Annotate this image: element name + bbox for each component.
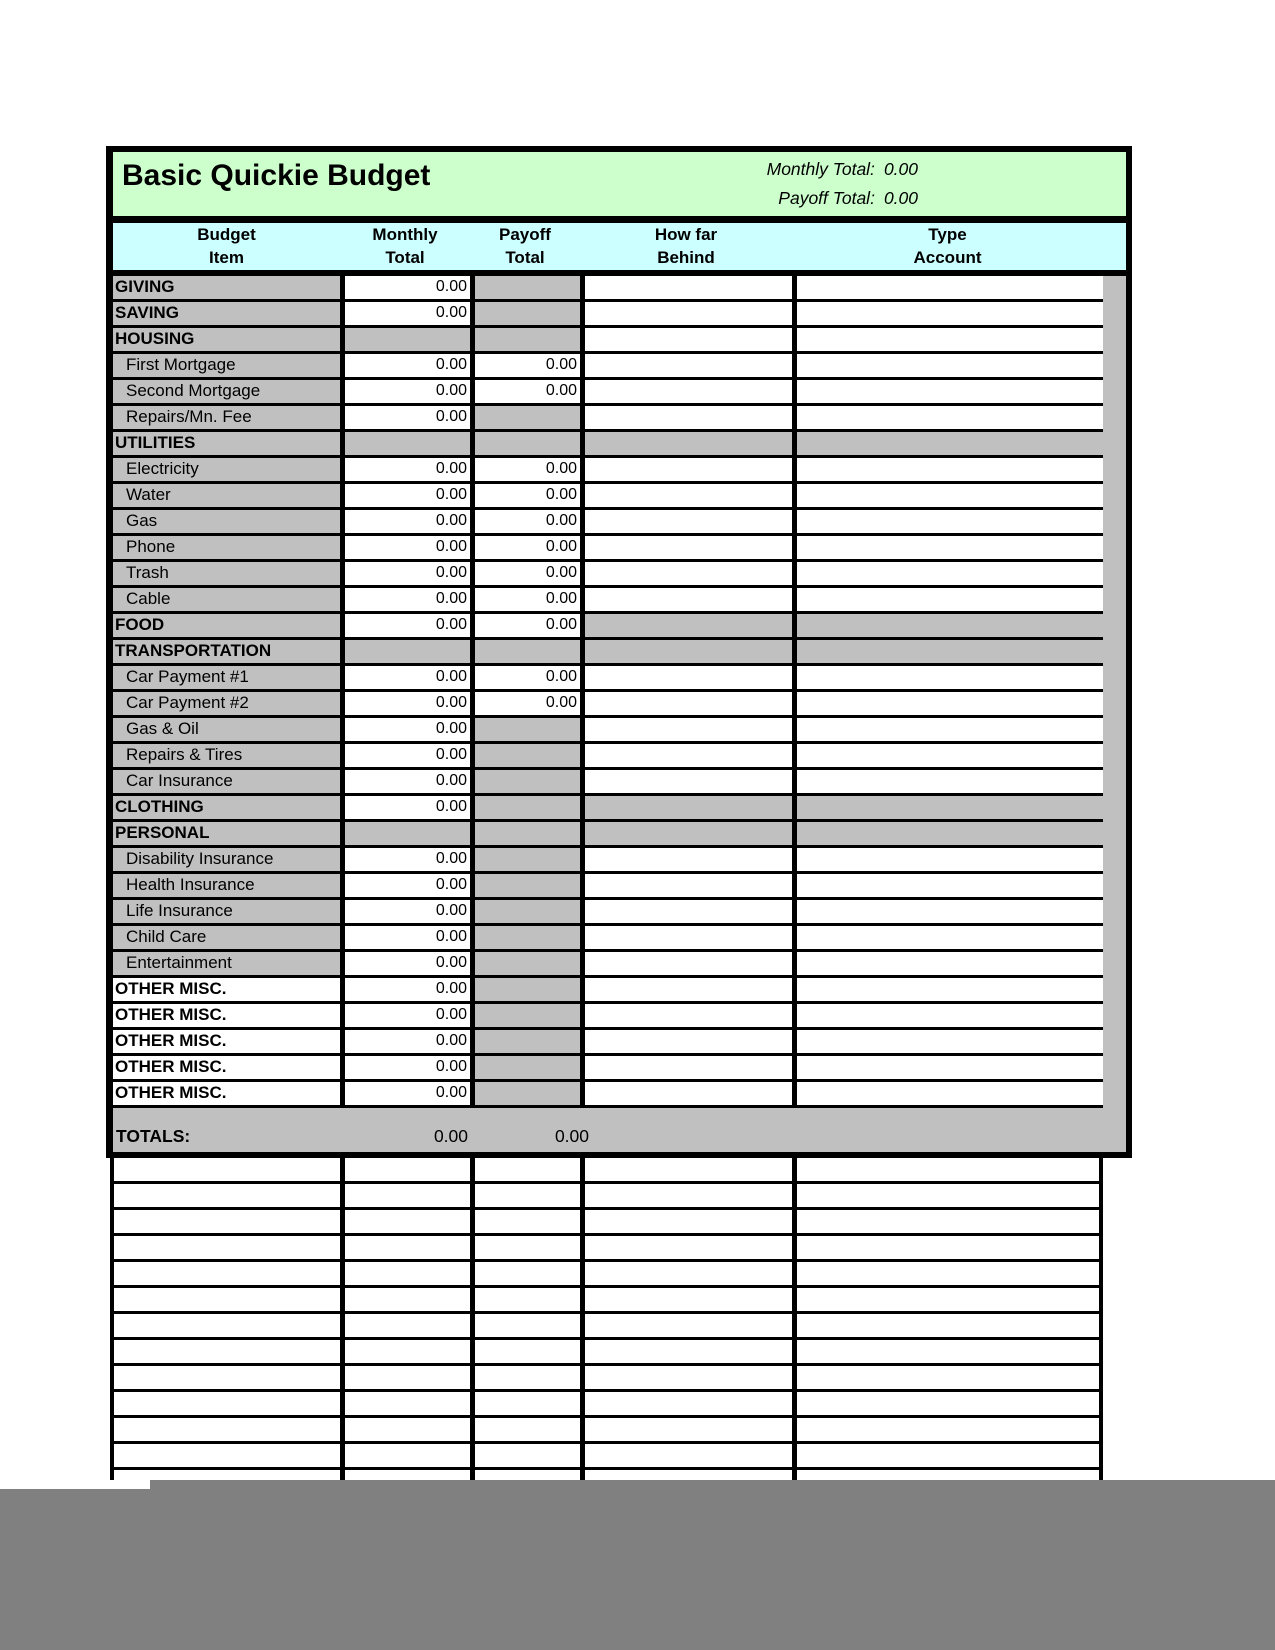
type-account-cell[interactable] — [792, 718, 1103, 741]
footer-band-step — [150, 1480, 1275, 1489]
column-header-how-far: How far Behind — [654, 225, 718, 267]
budget-item-label: Car Payment #1 — [113, 666, 340, 689]
type-account-cell[interactable] — [792, 900, 1103, 923]
monthly-total-cell[interactable]: 0.00 — [340, 536, 470, 559]
type-account-cell[interactable] — [792, 640, 1103, 663]
empty-cell[interactable] — [792, 1418, 1099, 1441]
empty-cell[interactable] — [340, 1262, 470, 1285]
payoff-total-cell[interactable] — [470, 978, 580, 1001]
empty-grid-row — [114, 1236, 1099, 1262]
empty-cell[interactable] — [114, 1262, 340, 1285]
empty-cell[interactable] — [340, 1288, 470, 1311]
monthly-total-cell[interactable]: 0.00 — [340, 718, 470, 741]
type-account-cell[interactable] — [792, 1030, 1103, 1053]
how-far-behind-cell[interactable] — [580, 874, 792, 897]
payoff-total-cell[interactable] — [470, 744, 580, 767]
monthly-total-cell[interactable]: 0.00 — [340, 952, 470, 975]
how-far-behind-cell[interactable] — [580, 614, 792, 637]
table-row — [113, 744, 1103, 770]
payoff-total-cell[interactable] — [470, 952, 580, 975]
payoff-total-cell[interactable] — [470, 848, 580, 871]
monthly-total-summary-label: Monthly Total: — [766, 159, 875, 179]
budget-item-label: Gas — [113, 510, 340, 533]
budget-item-label: Disability Insurance — [113, 848, 340, 871]
table-row — [113, 692, 1103, 718]
budget-item-label: PERSONAL — [113, 822, 340, 845]
empty-cell[interactable] — [580, 1366, 792, 1389]
how-far-behind-cell[interactable] — [580, 536, 792, 559]
empty-cell[interactable] — [340, 1366, 470, 1389]
table-row — [113, 614, 1103, 640]
budget-table — [106, 146, 1132, 1158]
empty-cell[interactable] — [580, 1236, 792, 1259]
empty-grid-row — [114, 1158, 1099, 1184]
empty-cell[interactable] — [470, 1184, 580, 1207]
how-far-behind-cell[interactable] — [580, 302, 792, 325]
table-row — [113, 822, 1103, 848]
type-account-cell[interactable] — [792, 796, 1103, 819]
empty-cell[interactable] — [470, 1444, 580, 1467]
type-account-cell[interactable] — [792, 874, 1103, 897]
empty-cell[interactable] — [792, 1340, 1099, 1363]
empty-cell[interactable] — [114, 1366, 340, 1389]
how-far-behind-cell[interactable] — [580, 744, 792, 767]
type-account-cell[interactable] — [792, 458, 1103, 481]
budget-item-label: Electricity — [113, 458, 340, 481]
empty-cell[interactable] — [470, 1158, 580, 1181]
budget-item-label: OTHER MISC. — [113, 1082, 340, 1105]
monthly-total-cell[interactable]: 0.00 — [340, 1030, 470, 1053]
payoff-total-cell[interactable] — [470, 406, 580, 429]
how-far-behind-cell[interactable] — [580, 978, 792, 1001]
budget-item-label: Gas & Oil — [113, 718, 340, 741]
table-row — [113, 952, 1103, 978]
type-account-cell[interactable] — [792, 978, 1103, 1001]
how-far-behind-cell[interactable] — [580, 276, 792, 299]
table-row — [113, 484, 1103, 510]
empty-cell[interactable] — [580, 1314, 792, 1337]
empty-cell[interactable] — [340, 1340, 470, 1363]
how-far-behind-cell[interactable] — [580, 1030, 792, 1053]
table-row — [113, 328, 1103, 354]
type-account-cell[interactable] — [792, 692, 1103, 715]
how-far-behind-cell[interactable] — [580, 640, 792, 663]
empty-grid-row — [114, 1184, 1099, 1210]
monthly-total-cell[interactable]: 0.00 — [340, 1082, 470, 1105]
monthly-total-cell[interactable]: 0.00 — [340, 744, 470, 767]
type-account-cell[interactable] — [792, 276, 1103, 299]
budget-item-label: Cable — [113, 588, 340, 611]
payoff-total-cell[interactable] — [470, 900, 580, 923]
how-far-behind-cell[interactable] — [580, 380, 792, 403]
budget-item-label: Trash — [113, 562, 340, 585]
payoff-total-summary-value: 0.00 — [883, 188, 918, 208]
table-row — [113, 718, 1103, 744]
type-account-cell[interactable] — [792, 562, 1103, 585]
empty-cell[interactable] — [340, 1184, 470, 1207]
payoff-total-cell[interactable]: 0.00 — [470, 536, 580, 559]
monthly-total-cell[interactable]: 0.00 — [340, 692, 470, 715]
monthly-total-cell[interactable]: 0.00 — [340, 874, 470, 897]
empty-cell[interactable] — [470, 1470, 580, 1480]
payoff-total-summary-label: Payoff Total: — [778, 188, 875, 208]
monthly-total-cell[interactable]: 0.00 — [340, 666, 470, 689]
type-account-cell[interactable] — [792, 744, 1103, 767]
empty-cell[interactable] — [792, 1158, 1099, 1181]
empty-cell[interactable] — [340, 1314, 470, 1337]
monthly-total-cell[interactable]: 0.00 — [340, 484, 470, 507]
type-account-cell[interactable] — [792, 328, 1103, 351]
monthly-total-cell[interactable] — [340, 822, 470, 845]
how-far-behind-cell[interactable] — [580, 458, 792, 481]
empty-cell[interactable] — [580, 1158, 792, 1181]
budget-item-label: First Mortgage — [113, 354, 340, 377]
how-far-behind-cell[interactable] — [580, 562, 792, 585]
empty-cell[interactable] — [340, 1418, 470, 1441]
table-row — [113, 276, 1103, 302]
empty-cell[interactable] — [580, 1444, 792, 1467]
how-far-behind-cell[interactable] — [580, 926, 792, 949]
how-far-behind-cell[interactable] — [580, 848, 792, 871]
empty-grid-row — [114, 1392, 1099, 1418]
budget-item-label: Car Payment #2 — [113, 692, 340, 715]
totals-payoff-value: 0.00 — [554, 1126, 589, 1146]
payoff-total-cell[interactable] — [470, 874, 580, 897]
payoff-total-cell[interactable] — [470, 1056, 580, 1079]
empty-cell[interactable] — [114, 1184, 340, 1207]
budget-item-label: Child Care — [113, 926, 340, 949]
empty-cell[interactable] — [114, 1470, 340, 1480]
empty-grid — [110, 1158, 1103, 1480]
empty-cell[interactable] — [580, 1470, 792, 1480]
column-header-payoff: Payoff Total — [499, 225, 551, 267]
empty-cell[interactable] — [580, 1262, 792, 1285]
monthly-total-cell[interactable]: 0.00 — [340, 900, 470, 923]
type-account-cell[interactable] — [792, 822, 1103, 845]
payoff-total-cell[interactable] — [470, 276, 580, 299]
budget-item-label: Health Insurance — [113, 874, 340, 897]
empty-cell[interactable] — [470, 1262, 580, 1285]
how-far-behind-cell[interactable] — [580, 484, 792, 507]
empty-cell[interactable] — [114, 1340, 340, 1363]
monthly-total-cell[interactable]: 0.00 — [340, 1004, 470, 1027]
payoff-total-cell[interactable]: 0.00 — [470, 484, 580, 507]
empty-grid-row — [114, 1288, 1099, 1314]
payoff-total-cell[interactable] — [470, 432, 580, 455]
payoff-total-cell[interactable] — [470, 770, 580, 793]
empty-cell[interactable] — [792, 1392, 1099, 1415]
empty-cell[interactable] — [792, 1210, 1099, 1233]
empty-cell[interactable] — [470, 1340, 580, 1363]
monthly-total-cell[interactable]: 0.00 — [340, 614, 470, 637]
empty-cell[interactable] — [340, 1470, 470, 1480]
payoff-total-cell[interactable] — [470, 1082, 580, 1105]
table-row — [113, 588, 1103, 614]
payoff-total-cell[interactable] — [470, 718, 580, 741]
table-row — [113, 900, 1103, 926]
budget-item-label: FOOD — [113, 614, 340, 637]
table-row — [113, 302, 1103, 328]
empty-cell[interactable] — [792, 1470, 1099, 1480]
payoff-total-cell[interactable]: 0.00 — [470, 588, 580, 611]
empty-grid-row — [114, 1366, 1099, 1392]
table-row — [113, 770, 1103, 796]
payoff-total-cell[interactable] — [470, 1004, 580, 1027]
budget-item-label: SAVING — [113, 302, 340, 325]
payoff-total-cell[interactable]: 0.00 — [470, 510, 580, 533]
payoff-total-summary — [653, 184, 918, 213]
payoff-total-cell[interactable]: 0.00 — [470, 614, 580, 637]
empty-cell[interactable] — [114, 1418, 340, 1441]
empty-cell[interactable] — [114, 1444, 340, 1467]
page-title: Basic Quickie Budget — [122, 159, 431, 192]
monthly-total-cell[interactable]: 0.00 — [340, 276, 470, 299]
monthly-total-summary — [653, 155, 918, 184]
type-account-cell[interactable] — [792, 432, 1103, 455]
monthly-total-summary-value: 0.00 — [883, 159, 918, 179]
type-account-cell[interactable] — [792, 406, 1103, 429]
empty-cell[interactable] — [114, 1314, 340, 1337]
monthly-total-cell[interactable] — [340, 640, 470, 663]
how-far-behind-cell[interactable] — [580, 822, 792, 845]
how-far-behind-cell[interactable] — [580, 770, 792, 793]
payoff-total-cell[interactable] — [470, 822, 580, 845]
column-header-budget: Budget Item — [197, 225, 256, 267]
monthly-total-cell[interactable]: 0.00 — [340, 380, 470, 403]
empty-cell[interactable] — [580, 1340, 792, 1363]
how-far-behind-cell[interactable] — [580, 588, 792, 611]
how-far-behind-cell[interactable] — [580, 952, 792, 975]
budget-item-label: OTHER MISC. — [113, 1056, 340, 1079]
empty-cell[interactable] — [792, 1366, 1099, 1389]
totals-row — [113, 1108, 1126, 1152]
monthly-total-cell[interactable] — [340, 432, 470, 455]
empty-cell[interactable] — [470, 1288, 580, 1311]
budget-item-label: OTHER MISC. — [113, 1030, 340, 1053]
monthly-total-cell[interactable]: 0.00 — [340, 978, 470, 1001]
how-far-behind-cell[interactable] — [580, 666, 792, 689]
empty-grid-row — [114, 1470, 1099, 1480]
payoff-total-cell[interactable]: 0.00 — [470, 692, 580, 715]
empty-cell[interactable] — [340, 1158, 470, 1181]
table-row — [113, 432, 1103, 458]
budget-item-label: OTHER MISC. — [113, 978, 340, 1001]
how-far-behind-cell[interactable] — [580, 328, 792, 351]
empty-cell[interactable] — [340, 1444, 470, 1467]
monthly-total-cell[interactable]: 0.00 — [340, 588, 470, 611]
table-row — [113, 926, 1103, 952]
type-account-cell[interactable] — [792, 380, 1103, 403]
how-far-behind-cell[interactable] — [580, 718, 792, 741]
how-far-behind-cell[interactable] — [580, 796, 792, 819]
empty-cell[interactable] — [114, 1392, 340, 1415]
empty-cell[interactable] — [470, 1314, 580, 1337]
empty-grid-row — [114, 1340, 1099, 1366]
empty-cell[interactable] — [792, 1444, 1099, 1467]
how-far-behind-cell[interactable] — [580, 432, 792, 455]
table-row — [113, 796, 1103, 822]
table-row — [113, 666, 1103, 692]
empty-grid-row — [114, 1314, 1099, 1340]
monthly-total-cell[interactable]: 0.00 — [340, 926, 470, 949]
table-row — [113, 536, 1103, 562]
budget-item-label: UTILITIES — [113, 432, 340, 455]
table-row — [113, 458, 1103, 484]
type-account-cell[interactable] — [792, 952, 1103, 975]
column-header-monthly: Monthly Total — [372, 225, 438, 267]
budget-item-label: Phone — [113, 536, 340, 559]
payoff-total-cell[interactable] — [470, 302, 580, 325]
empty-cell[interactable] — [470, 1236, 580, 1259]
type-account-cell[interactable] — [792, 770, 1103, 793]
budget-rows — [113, 276, 1103, 1108]
footer-band — [0, 1489, 1275, 1650]
right-margin-strip — [1103, 276, 1126, 1152]
empty-grid-row — [114, 1418, 1099, 1444]
monthly-total-cell[interactable]: 0.00 — [340, 796, 470, 819]
budget-item-label: Life Insurance — [113, 900, 340, 923]
budget-item-label: Car Insurance — [113, 770, 340, 793]
budget-item-label: GIVING — [113, 276, 340, 299]
empty-cell[interactable] — [470, 1210, 580, 1233]
how-far-behind-cell[interactable] — [580, 692, 792, 715]
empty-cell[interactable] — [580, 1418, 792, 1441]
budget-item-label: CLOTHING — [113, 796, 340, 819]
empty-cell[interactable] — [580, 1210, 792, 1233]
budget-item-label: TRANSPORTATION — [113, 640, 340, 663]
monthly-total-cell[interactable] — [340, 328, 470, 351]
how-far-behind-cell[interactable] — [580, 406, 792, 429]
empty-cell[interactable] — [470, 1392, 580, 1415]
empty-cell[interactable] — [340, 1236, 470, 1259]
monthly-total-cell[interactable]: 0.00 — [340, 770, 470, 793]
type-account-cell[interactable] — [792, 1056, 1103, 1079]
budget-item-label: Entertainment — [113, 952, 340, 975]
table-row — [113, 1082, 1103, 1108]
type-account-cell[interactable] — [792, 588, 1103, 611]
table-row — [113, 406, 1103, 432]
type-account-cell[interactable] — [792, 848, 1103, 871]
empty-cell[interactable] — [340, 1210, 470, 1233]
table-row — [113, 510, 1103, 536]
empty-grid-row — [114, 1210, 1099, 1236]
table-row — [113, 1056, 1103, 1082]
payoff-total-cell[interactable] — [470, 1030, 580, 1053]
payoff-total-cell[interactable]: 0.00 — [470, 354, 580, 377]
type-account-cell[interactable] — [792, 484, 1103, 507]
empty-cell[interactable] — [470, 1366, 580, 1389]
empty-cell[interactable] — [792, 1314, 1099, 1337]
payoff-total-cell[interactable] — [470, 926, 580, 949]
type-account-cell[interactable] — [792, 926, 1103, 949]
table-row — [113, 640, 1103, 666]
how-far-behind-cell[interactable] — [580, 900, 792, 923]
monthly-total-cell[interactable]: 0.00 — [340, 510, 470, 533]
monthly-total-cell[interactable]: 0.00 — [340, 1056, 470, 1079]
monthly-total-cell[interactable]: 0.00 — [340, 458, 470, 481]
monthly-total-cell[interactable]: 0.00 — [340, 848, 470, 871]
summary-totals — [653, 155, 918, 213]
how-far-behind-cell[interactable] — [580, 1056, 792, 1079]
monthly-total-cell[interactable]: 0.00 — [340, 302, 470, 325]
empty-cell[interactable] — [580, 1288, 792, 1311]
table-row — [113, 380, 1103, 406]
empty-grid-row — [114, 1444, 1099, 1470]
budget-item-label: Repairs/Mn. Fee — [113, 406, 340, 429]
table-row — [113, 874, 1103, 900]
payoff-total-cell[interactable]: 0.00 — [470, 666, 580, 689]
table-row — [113, 978, 1103, 1004]
monthly-total-cell[interactable]: 0.00 — [340, 562, 470, 585]
empty-cell[interactable] — [580, 1184, 792, 1207]
budget-item-label: Water — [113, 484, 340, 507]
budget-item-label: HOUSING — [113, 328, 340, 351]
monthly-total-cell[interactable]: 0.00 — [340, 406, 470, 429]
table-row — [113, 1004, 1103, 1030]
empty-cell[interactable] — [580, 1392, 792, 1415]
budget-item-label: Repairs & Tires — [113, 744, 340, 767]
type-account-cell[interactable] — [792, 354, 1103, 377]
payoff-total-cell[interactable]: 0.00 — [470, 380, 580, 403]
type-account-cell[interactable] — [792, 536, 1103, 559]
table-row — [113, 562, 1103, 588]
title-band — [113, 152, 1126, 223]
empty-cell[interactable] — [792, 1262, 1099, 1285]
payoff-total-cell[interactable] — [470, 796, 580, 819]
empty-cell[interactable] — [340, 1392, 470, 1415]
empty-cell[interactable] — [792, 1288, 1099, 1311]
type-account-cell[interactable] — [792, 1004, 1103, 1027]
payoff-total-cell[interactable] — [470, 328, 580, 351]
empty-cell[interactable] — [792, 1184, 1099, 1207]
table-row — [113, 1030, 1103, 1056]
type-account-cell[interactable] — [792, 510, 1103, 533]
empty-grid-row — [114, 1262, 1099, 1288]
totals-label: TOTALS: — [116, 1126, 191, 1146]
monthly-total-cell[interactable]: 0.00 — [340, 354, 470, 377]
payoff-total-cell[interactable] — [470, 640, 580, 663]
payoff-total-cell[interactable]: 0.00 — [470, 458, 580, 481]
how-far-behind-cell[interactable] — [580, 1082, 792, 1105]
payoff-total-cell[interactable]: 0.00 — [470, 562, 580, 585]
empty-cell[interactable] — [114, 1288, 340, 1311]
table-row — [113, 354, 1103, 380]
totals-monthly-value: 0.00 — [433, 1126, 468, 1146]
column-header-type: Type Account — [913, 225, 982, 267]
how-far-behind-cell[interactable] — [580, 1004, 792, 1027]
empty-cell[interactable] — [470, 1418, 580, 1441]
empty-cell[interactable] — [114, 1210, 340, 1233]
budget-item-label: Second Mortgage — [113, 380, 340, 403]
table-row — [113, 848, 1103, 874]
empty-cell[interactable] — [792, 1236, 1099, 1259]
type-account-cell[interactable] — [792, 1082, 1103, 1105]
type-account-cell[interactable] — [792, 302, 1103, 325]
how-far-behind-cell[interactable] — [580, 510, 792, 533]
empty-cell[interactable] — [114, 1158, 340, 1181]
empty-cell[interactable] — [114, 1236, 340, 1259]
column-headers — [113, 223, 1126, 276]
type-account-cell[interactable] — [792, 666, 1103, 689]
type-account-cell[interactable] — [792, 614, 1103, 637]
how-far-behind-cell[interactable] — [580, 354, 792, 377]
budget-item-label: OTHER MISC. — [113, 1004, 340, 1027]
